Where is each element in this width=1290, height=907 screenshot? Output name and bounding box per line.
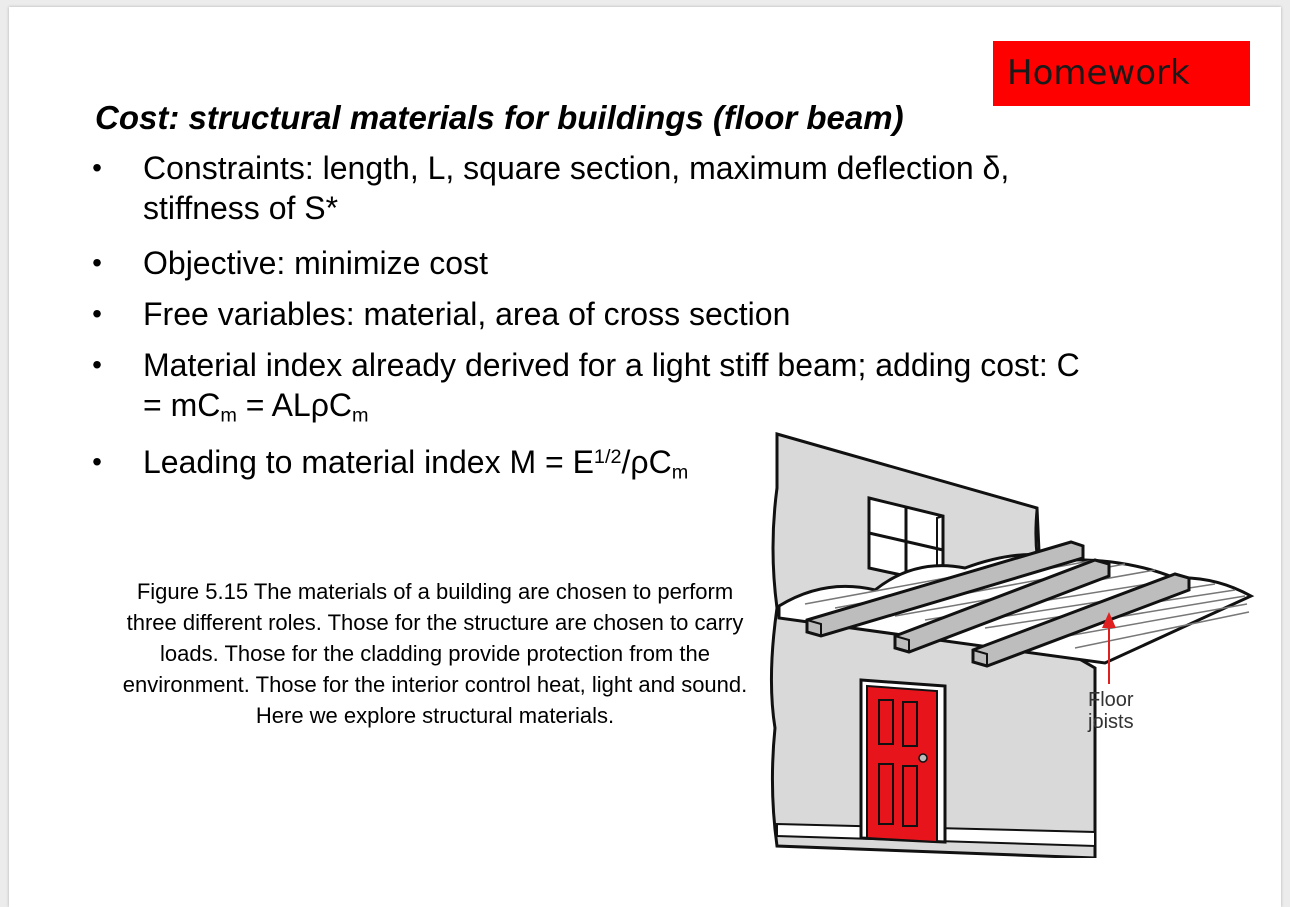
bullet-dot-icon: • xyxy=(92,152,102,183)
bullet-free-variables xyxy=(87,294,1197,334)
bullet-dot-icon: • xyxy=(92,247,102,278)
bullet-objective xyxy=(87,243,1197,283)
bullet-dot-icon: • xyxy=(92,349,102,380)
material-index-sub-1: m xyxy=(220,404,237,427)
floor-joists-line2: joists xyxy=(1088,711,1134,733)
constraints-text-2: stiffness of S* xyxy=(143,190,339,226)
bullet-material-index xyxy=(87,345,1197,433)
leading-sup: 1/2 xyxy=(593,446,622,469)
floor-joists-label xyxy=(1088,689,1134,733)
objective-text: Objective: minimize cost xyxy=(143,245,488,281)
bullet-dot-icon: • xyxy=(92,446,102,477)
door-icon xyxy=(861,680,945,842)
leading-sub: m xyxy=(671,461,689,484)
homework-label: Homework xyxy=(1007,53,1190,93)
material-index-eq-mid: = ALρC xyxy=(236,387,353,423)
constraints-text: Constraints: length, L, square section, maximum deflection δ, xyxy=(143,150,1010,186)
building-illustration xyxy=(765,428,1260,858)
figure-caption: Figure 5.15 The materials of a building are chosen to perform three different roles. Those for the structure are chosen to carry loads. Those for the cladding provide protection from the environment. Those for the interior control heat, light and sound. Here we explore structural materials. xyxy=(122,579,748,728)
slide-title: Cost: structural materials for buildings (floor beam) xyxy=(95,99,904,136)
bullet-constraints xyxy=(87,148,1197,236)
material-index-line1: Material index already derived for a light stiff beam; adding cost: C xyxy=(143,347,1080,383)
leading-text: Leading to material index M = E xyxy=(143,444,594,480)
free-variables-text: Free variables: material, area of cross section xyxy=(143,296,791,332)
leading-rest: /ρC xyxy=(621,444,672,480)
homework-badge xyxy=(993,41,1250,106)
material-index-sub-2: m xyxy=(352,404,369,427)
bullet-dot-icon: • xyxy=(92,298,102,329)
material-index-eq-start: = mC xyxy=(143,387,221,423)
floor-joists-line1: Floor xyxy=(1088,689,1134,711)
